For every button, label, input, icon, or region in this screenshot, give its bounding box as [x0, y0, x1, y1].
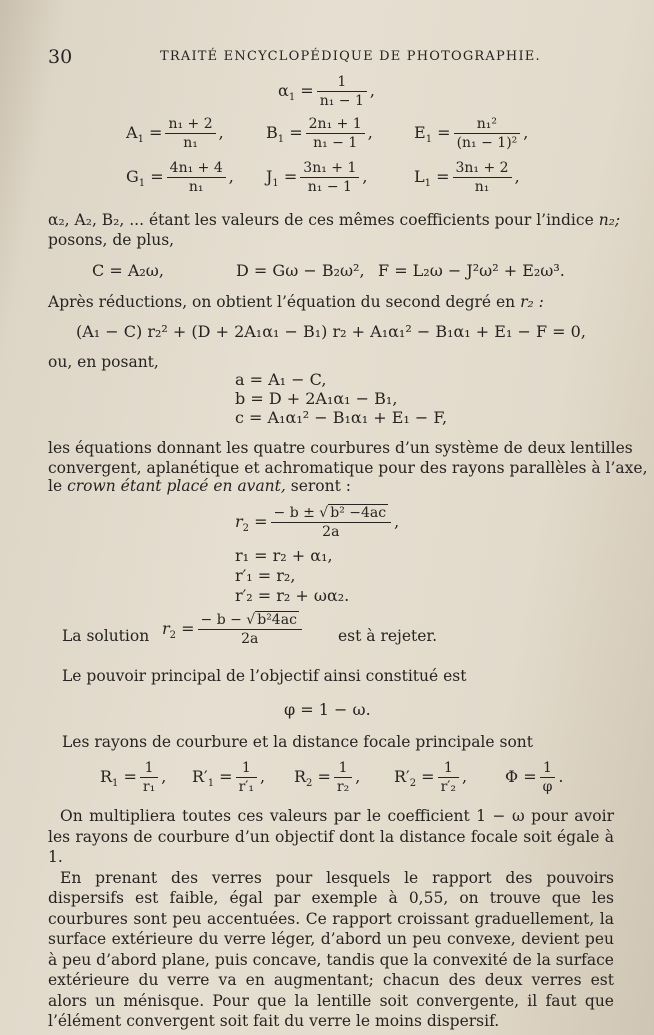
R-prime-2-equation: $R'_2$ = $\frac{1}{\text{r′₂}}$ , — [394, 760, 468, 795]
running-title: TRAITÉ ENCYCLOPÉDIQUE DE PHOTOGRAPHIE. — [160, 49, 541, 64]
posons-line: posons, de plus, — [48, 231, 175, 249]
solution-label: La solution — [62, 627, 150, 645]
phi-equation: φ = 1 − ω. — [284, 700, 371, 719]
body-line-3: le crown étant placé en avant, seront : — [48, 477, 351, 495]
rejected-text: est à rejeter. — [338, 627, 438, 645]
alpha1-equation: $\alpha_1$ = $\frac{1}{\text{n₁ − 1}}$ , — [278, 74, 375, 109]
coefficient-sentence: α₂, A₂, B₂, ... étant les valeurs de ces mêmes coefficients pour l’indice n₂; — [48, 211, 621, 229]
r-prime-1-equation: r′₁ = r₂, — [235, 566, 296, 585]
body-line-2: convergent, aplanétique et achromatique pour des rayons parallèles à l’axe, — [48, 459, 648, 477]
c-definition: c = A₁α₁² − B₁α₁ + E₁ − F, — [235, 408, 448, 427]
paragraph-coefficient: On multipliera toutes ces valeurs par le coefficient 1 − ω pour avoir les rayons de courbure d’un objectif dont la distance focale soit égale à 1. — [48, 807, 614, 866]
A1-equation: $A_1$ = $\frac{\text{n₁ + 2}}{\text{n₁}}$ , — [126, 116, 224, 151]
apres-line: Après réductions, on obtient l’équation du second degré en r₂ : — [48, 293, 544, 311]
ou-en-posant-line: ou, en posant, — [48, 353, 159, 371]
quadratic-equation: (A₁ − C) r₂² + (D + 2A₁α₁ − B₁) r₂ + A₁α₁² − B₁α₁ + E₁ − F = 0, — [76, 322, 586, 341]
page-number: 30 — [48, 46, 73, 68]
E1-equation: $E_1$ = $\frac{\text{n₁²}}{\text{(n₁ − 1)²}}$ , — [414, 116, 529, 151]
C-equation: C = A₂ω, — [92, 261, 164, 280]
pouvoir-line: Le pouvoir principal de l’objectif ainsi constitué est — [62, 667, 467, 685]
Phi-equation: Φ = $\frac{1}{\varphi}$ . — [505, 760, 564, 795]
a-definition: a = A₁ − C, — [235, 370, 327, 389]
R1-equation: $R_1$ = $\frac{1}{\text{r₁}}$ , — [100, 760, 167, 795]
closing-paragraphs — [48, 806, 614, 1032]
J1-equation: $J_1$ = $\frac{\text{3n₁ + 1}}{\text{n₁ − 1}}$ , — [266, 160, 368, 195]
paragraph-verres: En prenant des verres pour lesquels le rapport des pouvoirs dispersifs est faible, égal par exemple à 0,55, on trouve que les courbures sont peu accentuées. Ce rapport croissant graduellement, la surface extérieure du verre léger, d’abord un peu convexe, devient peu à peu d’abord plane, puis concave, tandis que la convexité de la surface extérieure du verre va en augmentant; chacun des deux verres est alors un ménisque. Pour que la lentille soit convergente, il faut que l’élément convergent soit fait du verre le moins dispersif. — [48, 868, 614, 1030]
r1-equation: r₁ = r₂ + α₁, — [235, 546, 333, 565]
R-prime-1-equation: $R'_1$ = $\frac{1}{\text{r′₁}}$ , — [192, 760, 266, 795]
L1-equation: $L_1$ = $\frac{\text{3n₁ + 2}}{\text{n₁}}$ , — [414, 160, 520, 195]
b-definition: b = D + 2A₁α₁ − B₁, — [235, 389, 398, 408]
B1-equation: $B_1$ = $\frac{\text{2n₁ + 1}}{\text{n₁ − 1}}$ , — [266, 116, 373, 151]
r-prime-2-equation: r′₂ = r₂ + ωα₂. — [235, 586, 350, 605]
R2-equation: $R_2$ = $\frac{1}{\text{r₂}}$ , — [294, 760, 361, 795]
r2-solution: $r_2$ = $\frac{\text{− b ± √ b² −4ac}}{2a}$ , — [235, 505, 400, 540]
G1-equation: $G_1$ = $\frac{\text{4n₁ + 4}}{\text{n₁}}$ , — [126, 160, 234, 195]
page-header — [48, 46, 614, 68]
rejected-solution: $r_2$ = $\frac{\text{− b − √ b²4ac}}{2a}$ — [162, 612, 305, 647]
body-line-1: les équations donnant les quatre courbures d’un système de deux lentilles — [48, 439, 633, 457]
D-equation: D = Gω − B₂ω², — [236, 261, 365, 280]
F-equation: F = L₂ω − J²ω² + E₂ω³. — [378, 261, 565, 280]
rayons-line: Les rayons de courbure et la distance focale principale sont — [62, 733, 533, 751]
